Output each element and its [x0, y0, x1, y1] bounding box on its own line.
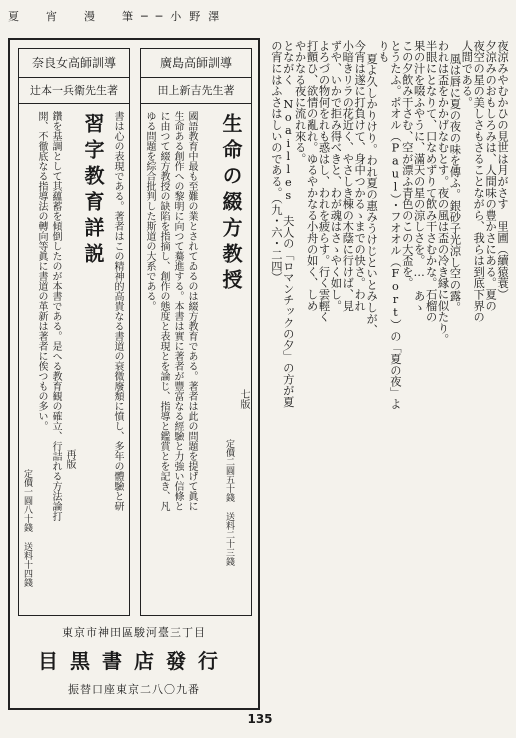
essay-column: とうたふ。ポオル（Paul）・フオオル（Fort）の「夏の夜」よ	[388, 40, 402, 410]
essay-column: 夜涼みやむかひの見世は月がさす 里圃（續猿蓑）	[496, 40, 509, 300]
essay-column: やかなる夜に流れ來る。	[293, 40, 307, 165]
book-description-3: 開、不徹底なる指導法の轉向等眞に書道の革新は著者に俟つもの多い。	[36, 111, 47, 431]
essay-column: 打顫ひ、欲情の亂れ。ゆるやかなる小舟の如く、しめ	[305, 40, 319, 312]
book-description-1: 國語教育中最も至難の業とされてゐるのは綴方教育である。著者は此の問題を提げて眞に	[186, 111, 197, 511]
running-header	[8, 6, 508, 28]
essay-column: りも	[377, 40, 390, 63]
book-price: 定價二圓五十錢 送料二十三錢	[224, 439, 234, 566]
book-description-2: 鑽を基調として其蘊蓄を傾倒したのが本書である。是へる教育観の確立、行詰れる方法論打	[50, 111, 61, 521]
book-title: 生命の綴方教授	[219, 113, 243, 295]
essay-column: よろづの物何をれも惑はし、われを疲らす。行く雲輕く	[317, 40, 331, 323]
essay-column: 小暗きリラの花近く、やさしき棟の木蔭に行けば、見	[341, 40, 355, 312]
page-number: 135	[247, 712, 273, 726]
essay-column: われは盃をかかげなむとす。夜の風は盃の冷き縁に似たり。	[436, 40, 450, 346]
book-advertisement	[8, 38, 260, 710]
publisher-name: 目黒書店發行	[38, 649, 230, 673]
essay-column: 夕涼みのおもしろみは、人間味の豊かさにある。夏の	[484, 40, 498, 312]
publisher-address: 東京市神田區駿河臺三丁目	[62, 626, 206, 639]
essay-column: 夏よ久しかりけり。われ夏の惠みうけじといとみしが、	[365, 53, 379, 336]
book-entry-tsuzurikata	[140, 48, 252, 616]
essay-column: 今宵は遂に打負けて、身中つかるゝまでの快さ。われ	[353, 40, 367, 312]
book-title: 習字教育詳説	[81, 113, 105, 269]
book-description-1: 書は心の表現である。著者はこの精神的高貴なる書道の衰微廢頽に憤し、多年の體驗と研	[112, 111, 123, 511]
publisher-account: 振替口座東京二八〇九番	[68, 683, 200, 696]
book-edition: 再版	[64, 449, 75, 469]
book-entry-shuji	[18, 48, 130, 616]
essay-column: 夜空の星の美しさもさることながら、我らは到底下界の	[472, 40, 486, 323]
essay-body	[270, 40, 508, 688]
essay-column: この夕飲み干さむ、空が漂ふ青色のこの大盃を。	[400, 40, 414, 289]
essay-column: 人間である。	[460, 40, 474, 108]
book-description-4: ゆる問題を綜合批判した斯道の大系である。	[144, 111, 155, 311]
book-editor-role: 廣島高師訓導	[141, 49, 251, 78]
essay-column: の宵にはふさはしいのである。（九・六・二四）	[269, 40, 283, 283]
running-title: 夏 宵 漫 筆──小野澤	[8, 10, 228, 23]
essay-column: とながく Noailles 夫人の「ロマンチックの夕」の方が夏	[281, 40, 295, 408]
book-description-2: 生命ある創作への黎明に向つて驀進する。本書は實に著者が豐富なる經驗と力強い信條と	[172, 111, 183, 511]
book-price: 定價一圓八十錢 送料十四錢	[22, 469, 32, 587]
book-description-3: に由つて綴方教授の缺陷を指摘し、創作の態度と表現とを論じ、指導と鑑賞とを記き、凡	[158, 111, 169, 511]
book-edition: 七版	[238, 389, 249, 409]
essay-column: 半眼にとなりて、口なめずりて飲み干さむかな。石榴の	[424, 40, 438, 323]
book-author: 辻本一兵衛先生著	[19, 79, 129, 104]
essay-column: 風は唇に夏の夜の味を傳ふ。銀砂子光涼し空の露。	[448, 53, 462, 313]
book-author: 田上新吉先生著	[141, 79, 251, 104]
book-editor-role: 奈良女高師訓導	[19, 49, 129, 78]
essay-column: ずや、いかで拒み得べきと、わが魂はさゝやく如し。	[329, 40, 343, 312]
essay-column: 果の汁を啜ふやうに、滿天の星の涼しさを。… あゝ	[412, 40, 426, 313]
